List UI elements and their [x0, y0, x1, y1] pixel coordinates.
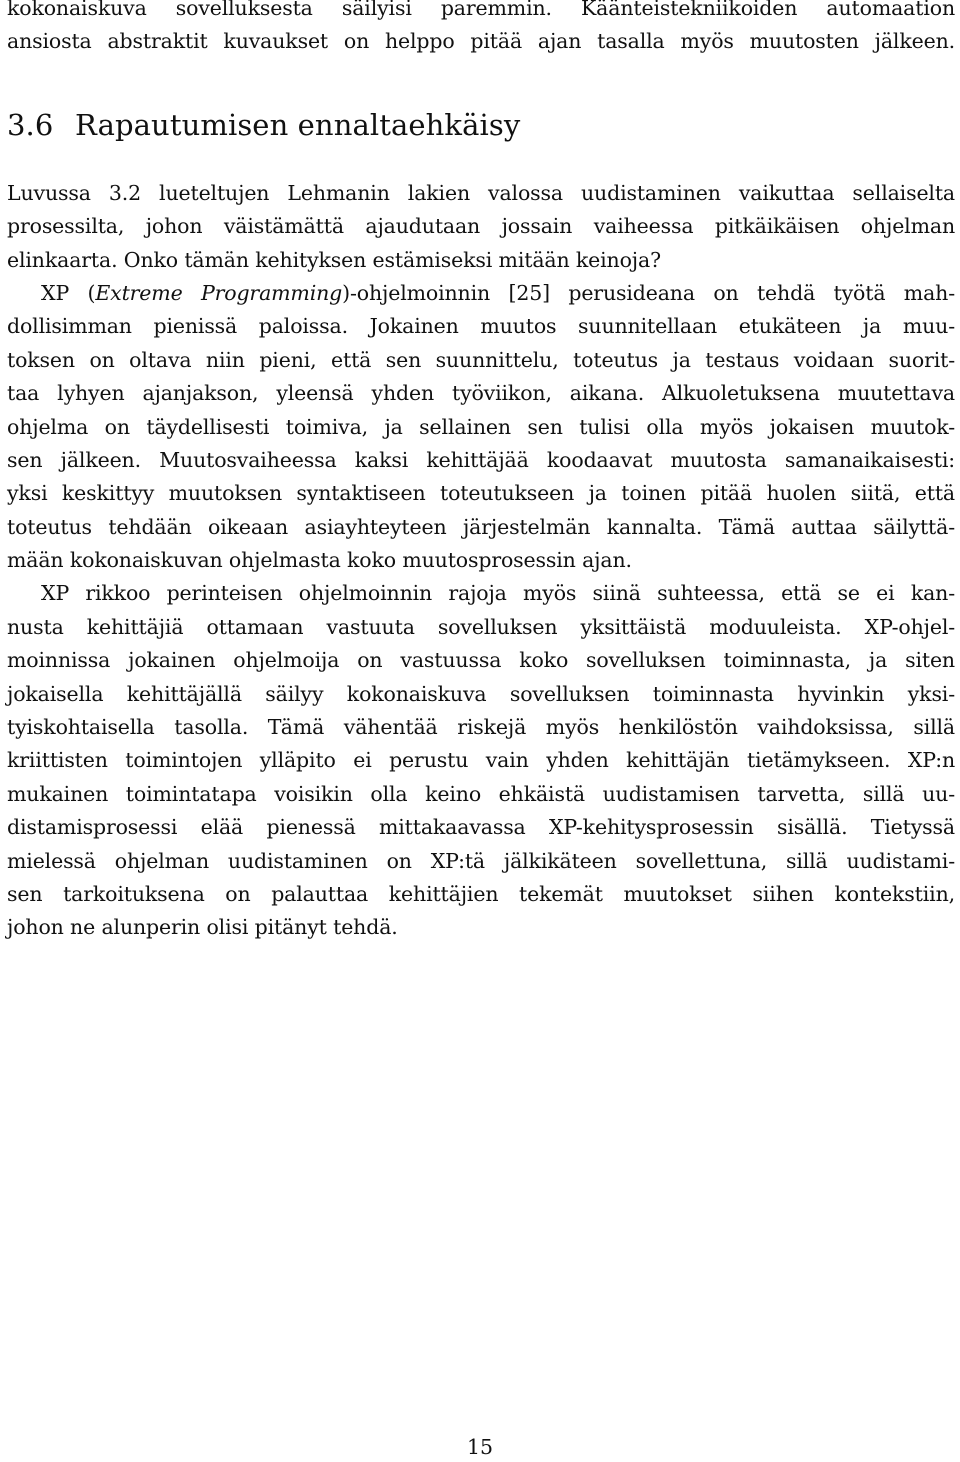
section-number: 3.6: [7, 107, 54, 142]
text-line: dollisimman pienissä paloissa. Jokainen muutos suunnitellaan etukäteen ja muu-: [7, 314, 955, 339]
text-fragment: XP (: [41, 280, 96, 305]
section-heading: [7, 103, 955, 147]
paragraph-2: [7, 277, 955, 578]
text-line: tyiskohtaisella tasolla. Tämä vähentää riskejä myös henkilöstön vaihdoksissa, sillä: [7, 715, 955, 740]
page-number: 15: [466, 1435, 494, 1459]
text-line: kriittisten toimintojen ylläpito ei perustu vain yhden kehittäjän tietämykseen. XP:n: [7, 748, 955, 773]
text-line: toteutus tehdään oikeaan asiayhteyteen järjestelmän kannalta. Tämä auttaa säilyttä-: [7, 514, 955, 539]
text-line: [7, 277, 955, 310]
paragraph-1: [7, 177, 955, 277]
text-line: nusta kehittäjiä ottamaan vastuuta sovelluksen yksittäistä moduuleista. XP-ohjel-: [7, 614, 955, 639]
text-line: taa lyhyen ajanjakson, yleensä yhden työviikon, aikana. Alkuoletuksena muutettava: [7, 381, 955, 406]
text-line: ansiosta abstraktit kuvaukset on helppo pitää ajan tasalla myös muutosten jälkeen.: [7, 29, 955, 54]
text-line: sen tarkoituksena on palauttaa kehittäjien tekemät muutokset siihen kontekstiin,: [7, 881, 955, 906]
text-line: sen jälkeen. Muutosvaiheessa kaksi kehittäjää koodaavat muutosta samanaikaisesti:: [7, 447, 955, 472]
text-line: jokaisella kehittäjällä säilyy kokonaiskuva sovelluksen toiminnasta hyvinkin yksi-: [7, 681, 955, 706]
text-line: kokonaiskuva sovelluksesta säilyisi paremmin. Käänteistekniikoiden automaation: [7, 0, 955, 20]
section-title: Rapautumisen ennaltaehkäisy: [75, 107, 521, 142]
intro-paragraph: [7, 0, 955, 59]
text-line: prosessilta, johon väistämättä ajaudutaan jossain vaiheessa pitkäikäisen ohjelman: [7, 214, 955, 239]
text-fragment: )-ohjelmoinnin [25] perusideana on tehdä työtä mah-: [342, 280, 955, 305]
text-line: johon ne alunperin olisi pitänyt tehdä.: [7, 915, 398, 940]
text-line: mään kokonaiskuvan ohjelmasta koko muutosprosessin ajan.: [7, 548, 632, 573]
document-page: [7, 0, 955, 945]
text-line: yksi keskittyy muutoksen syntaktiseen toteutukseen ja toinen pitää huolen siitä, että: [7, 481, 955, 506]
text-line: distamisprosessi elää pienessä mittakaavassa XP-kehitysprosessin sisällä. Tietyssä: [7, 815, 955, 840]
text-line: toksen on oltava niin pieni, että sen suunnittelu, toteutus ja testaus voidaan suorit-: [7, 347, 955, 372]
text-line: XP rikkoo perinteisen ohjelmoinnin rajoja myös siinä suhteessa, että se ei kan-: [41, 581, 955, 606]
text-line: ohjelma on täydellisesti toimiva, ja sellainen sen tulisi olla myös jokaisen muutok-: [7, 414, 955, 439]
text-line: moinnissa jokainen ohjelmoija on vastuussa koko sovelluksen toiminnasta, ja siten: [7, 648, 955, 673]
text-line: mielessä ohjelman uudistaminen on XP:tä jälkikäteen sovellettuna, sillä uudistami-: [7, 848, 955, 873]
text-line: mukainen toimintatapa voisikin olla keino ehkäistä uudistamisen tarvetta, sillä uu-: [7, 781, 955, 806]
emphasis-text: Extreme Programming: [95, 280, 343, 305]
text-line: elinkaarta. Onko tämän kehityksen estämiseksi mitään keinoja?: [7, 247, 661, 272]
paragraph-3: [7, 577, 955, 944]
text-line: Luvussa 3.2 lueteltujen Lehmanin lakien valossa uudistaminen vaikuttaa sellaiselta: [7, 180, 955, 205]
